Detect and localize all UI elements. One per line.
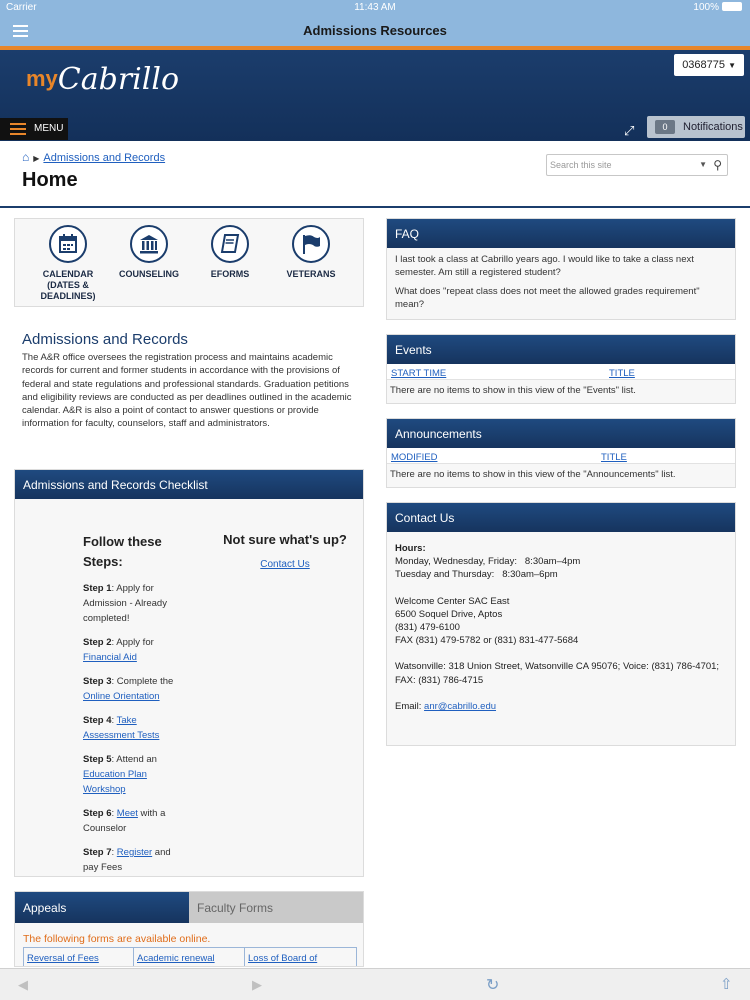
intro-body: The A&R office oversees the registration process and maintains academic records for current and former students in accordance with the provisions of federal and state regulations and professional standards. Graduation petitions and eligibility reviews are conducted as per deadlines outlined in the academic calendar. A&R is also a point of contact to answer questions or provide information for faculty, counselors, staff and administrators. — [22, 352, 352, 430]
status-bar — [0, 0, 750, 16]
chevron-down-icon[interactable]: ▼ — [699, 160, 707, 169]
notifications-button[interactable] — [647, 116, 745, 138]
form-cell — [24, 948, 134, 967]
contact-panel — [386, 502, 736, 746]
form-cell — [134, 948, 245, 967]
step-4: Step 4: Take Assessment Tests — [83, 715, 160, 741]
faq-item[interactable]: What does "repeat class does not meet the allowed grades requirement" mean? — [395, 286, 700, 310]
share-icon[interactable]: ⇧ — [720, 976, 733, 993]
location-line: (831) 479-6100 — [395, 622, 460, 634]
announcements-title: Announcements — [387, 419, 735, 448]
flag-icon — [292, 225, 330, 263]
events-title: Events — [387, 335, 735, 364]
faq-title: FAQ — [387, 219, 735, 248]
help-box — [215, 532, 355, 572]
watsonville-info: Watsonville: 318 Union Street, Watsonville CA 95076; Voice: (831) 786-4701; FAX: (831) 786-4715 — [395, 661, 720, 686]
search-placeholder: Search this site — [550, 160, 612, 170]
assessment-tests-link[interactable]: Take Assessment Tests — [83, 715, 160, 741]
title-column[interactable]: TITLE — [601, 452, 627, 463]
browser-toolbar — [0, 968, 750, 1000]
mycabrillo-logo[interactable]: myCabrillo — [26, 62, 180, 97]
form-cell — [245, 948, 356, 967]
battery-indicator — [693, 2, 742, 13]
clock: 11:43 AM — [354, 2, 396, 13]
menu-button[interactable] — [0, 118, 68, 140]
forms-tabs — [14, 891, 364, 967]
page-title: Home — [22, 169, 78, 191]
forward-icon[interactable]: ▶ — [252, 977, 262, 992]
faq-panel — [386, 218, 736, 320]
form-link[interactable]: Academic renewal — [137, 953, 215, 964]
hours-label: Hours: — [395, 543, 426, 554]
announcements-empty-message: There are no items to show in this view of the "Announcements" list. — [390, 469, 676, 480]
register-link[interactable]: Register — [116, 847, 153, 858]
contact-us-link[interactable]: Contact Us — [260, 559, 310, 570]
user-id-dropdown[interactable]: 0368775 ▼ — [674, 54, 744, 76]
reload-icon[interactable]: ↻ — [486, 977, 500, 994]
chevron-right-icon: ▶ — [33, 154, 40, 163]
hours-block — [395, 542, 727, 582]
quick-links-panel — [14, 218, 364, 307]
step-6: Step 6: Meet with a Counselor — [83, 808, 166, 834]
carrier-label: Carrier — [6, 2, 37, 13]
form-link[interactable]: Loss of Board of — [248, 953, 318, 964]
home-icon[interactable]: ⌂ — [22, 150, 30, 164]
calendar-icon — [49, 225, 87, 263]
breadcrumb-link[interactable]: Admissions and Records — [43, 152, 166, 164]
steps-heading: Follow these Steps: — [83, 534, 162, 569]
step-5: Step 5: Attend an Education Plan Workshop — [83, 754, 157, 795]
building-icon — [130, 225, 168, 263]
notifications-label: Notifications — [683, 121, 743, 133]
app-bar — [0, 16, 750, 46]
quick-link-veterans[interactable] — [271, 225, 351, 280]
quick-link-counseling[interactable] — [109, 225, 189, 280]
intro-title: Admissions and Records — [22, 331, 188, 348]
steps-list — [83, 532, 183, 875]
announcements-panel — [386, 418, 736, 488]
quick-link-label: COUNSELING — [118, 269, 179, 279]
tab-faculty-forms[interactable]: Faculty Forms — [189, 892, 364, 923]
menu-icon — [10, 123, 26, 138]
quick-link-eforms[interactable] — [190, 225, 270, 280]
online-orientation-link[interactable]: Online Orientation — [83, 691, 160, 702]
expand-icon[interactable]: ⤢ — [624, 123, 635, 138]
site-banner — [0, 46, 750, 141]
hours-line: Tuesday and Thursday: 8:30am–6pm — [395, 569, 558, 581]
notifications-count: 0 — [655, 120, 675, 134]
checklist-title: Admissions and Records Checklist — [15, 470, 363, 499]
modified-column[interactable]: MODIFIED — [391, 452, 438, 463]
breadcrumb — [22, 150, 165, 164]
meet-counselor-link[interactable]: Meet — [116, 808, 138, 819]
tab-appeals[interactable]: Appeals — [15, 892, 189, 923]
checklist-panel — [14, 469, 364, 877]
step-3: Step 3: Complete the Online Orientation — [83, 676, 174, 702]
battery-icon — [722, 2, 742, 11]
location-line: Welcome Center SAC East — [395, 595, 510, 607]
quick-link-calendar[interactable] — [28, 225, 108, 302]
contact-title: Contact Us — [387, 503, 735, 532]
quick-link-label: EFORMS — [210, 269, 250, 279]
search-icon[interactable]: ⚲ — [713, 158, 722, 172]
email-link[interactable]: anr@cabrillo.edu — [424, 700, 497, 712]
location-block — [395, 595, 727, 648]
financial-aid-link[interactable]: Financial Aid — [83, 652, 137, 663]
faq-item[interactable]: I last took a class at Cabrillo years ago. I would like to take a class next semester. Am still a registered student? — [395, 254, 694, 278]
app-title: Admissions Resources — [303, 23, 447, 38]
step-2: Step 2: Apply for Financial Aid — [83, 637, 154, 663]
back-icon[interactable]: ◀ — [18, 977, 28, 992]
book-icon — [211, 225, 249, 263]
events-panel — [386, 334, 736, 404]
caret-down-icon: ▼ — [728, 61, 736, 70]
education-plan-link[interactable]: Education Plan Workshop — [83, 769, 147, 795]
forms-table — [23, 947, 357, 967]
contact-info — [387, 532, 735, 723]
battery-percent: 100% — [693, 2, 719, 13]
step-7: Step 7: Register and pay Fees — [83, 847, 171, 873]
announcements-list-header — [387, 448, 735, 464]
location-line: 6500 Soquel Drive, Aptos — [395, 608, 503, 620]
step-1: Step 1: Apply for Admission - Already completed! — [83, 583, 167, 624]
help-question: Not sure what's up? — [223, 532, 347, 547]
search-input[interactable] — [546, 154, 728, 176]
events-empty-message: There are no items to show in this view of the "Events" list. — [390, 385, 636, 396]
form-link[interactable]: Reversal of Fees — [27, 953, 99, 964]
quick-link-label: VETERANS — [286, 269, 336, 279]
location-line: FAX (831) 479-5782 or (831) 831-477-5684 — [395, 635, 579, 647]
forms-note: The following forms are available online. — [23, 933, 211, 945]
start-time-column[interactable]: START TIME — [391, 368, 447, 379]
menu-label: MENU — [34, 123, 64, 134]
hours-line: Monday, Wednesday, Friday: 8:30am–4pm — [395, 556, 581, 568]
header-divider — [0, 206, 750, 208]
email-line: Email: anr@cabrillo.edu — [395, 700, 497, 712]
events-list-header — [387, 364, 735, 380]
title-column[interactable]: TITLE — [609, 368, 635, 379]
quick-link-label: CALENDAR (DATES & DEADLINES) — [40, 269, 96, 301]
